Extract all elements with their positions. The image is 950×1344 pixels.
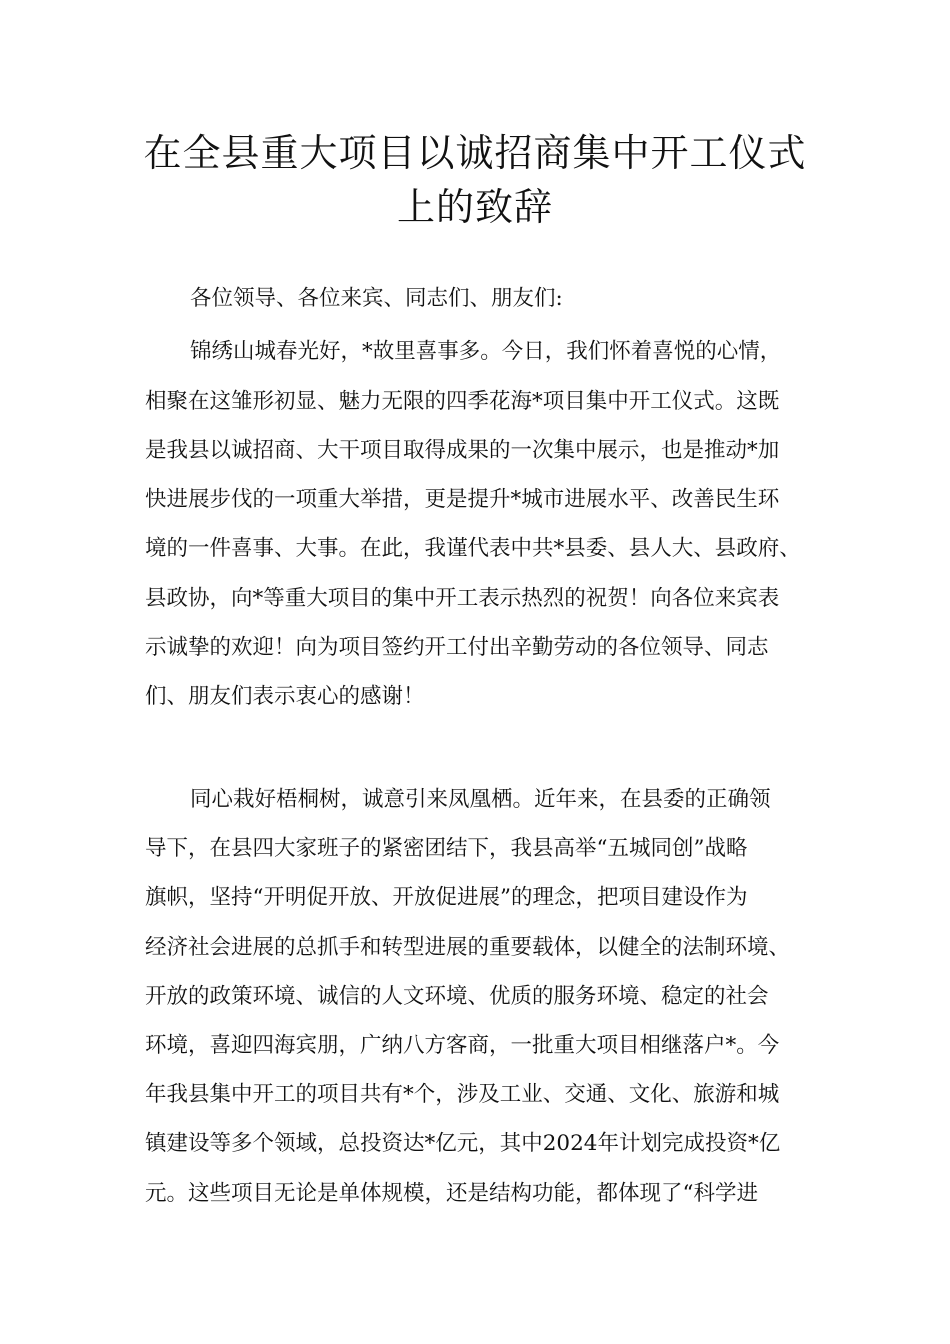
paragraph2-line: 同心栽好梧桐树，诚意引来凤凰栖。近年来，在县委的正确领	[190, 787, 771, 812]
paragraph1-line: 示诚挚的欢迎！向为项目签约开工付出辛勤劳动的各位领导、同志	[145, 635, 769, 660]
paragraph2-line: 环境，喜迎四海宾朋，广纳八方客商，一批重大项目相继落户*。今	[145, 1033, 780, 1058]
paragraph2-line: 导下，在县四大家班子的紧密团结下，我县高举“五城同创”战略	[145, 836, 748, 861]
paragraph2-line: 年我县集中开工的项目共有*个，涉及工业、交通、文化、旅游和城	[145, 1082, 780, 1107]
paragraph1-line: 相聚在这雏形初显、魅力无限的四季花海*项目集中开工仪式。这既	[145, 389, 780, 414]
paragraph1-line: 们、朋友们表示衷心的感谢！	[145, 684, 425, 709]
paragraph2-line: 元。这些项目无论是单体规模，还是结构功能，都体现了“科学进	[145, 1181, 758, 1206]
paragraph1-line: 快进展步伐的一项重大举措，更是提升*城市进展水平、改善民生环	[145, 487, 780, 512]
paragraph2-line: 经济社会进展的总抓手和转型进展的重要载体，以健全的法制环境、	[145, 935, 791, 960]
document-title-line-1: 在全县重大项目以诚招商集中开工仪式	[143, 131, 807, 175]
paragraph2-line: 镇建设等多个领域，总投资达*亿元，其中2024年计划完成投资*亿	[145, 1131, 781, 1156]
salutation: 各位领导、各位来宾、同志们、朋友们:	[190, 286, 563, 311]
paragraph1-line: 锦绣山城春光好，*故里喜事多。今日，我们怀着喜悦的心情，	[190, 339, 782, 364]
paragraph1-line: 境的一件喜事、大事。在此，我谨代表中共*县委、县人大、县政府、	[145, 536, 801, 561]
paragraph1-line: 是我县以诚招商、大干项目取得成果的一次集中展示，也是推动*加	[145, 438, 780, 463]
paragraph1-line: 县政协，向*等重大项目的集中开工表示热烈的祝贺！向各位来宾表	[145, 586, 780, 611]
paragraph2-line: 旗帜，坚持“开明促开放、开放促进展”的理念，把项目建设作为	[145, 885, 748, 910]
paragraph2-line: 开放的政策环境、诚信的人文环境、优质的服务环境、稳定的社会	[145, 984, 769, 1009]
document-title-line-2: 上的致辞	[396, 185, 553, 229]
